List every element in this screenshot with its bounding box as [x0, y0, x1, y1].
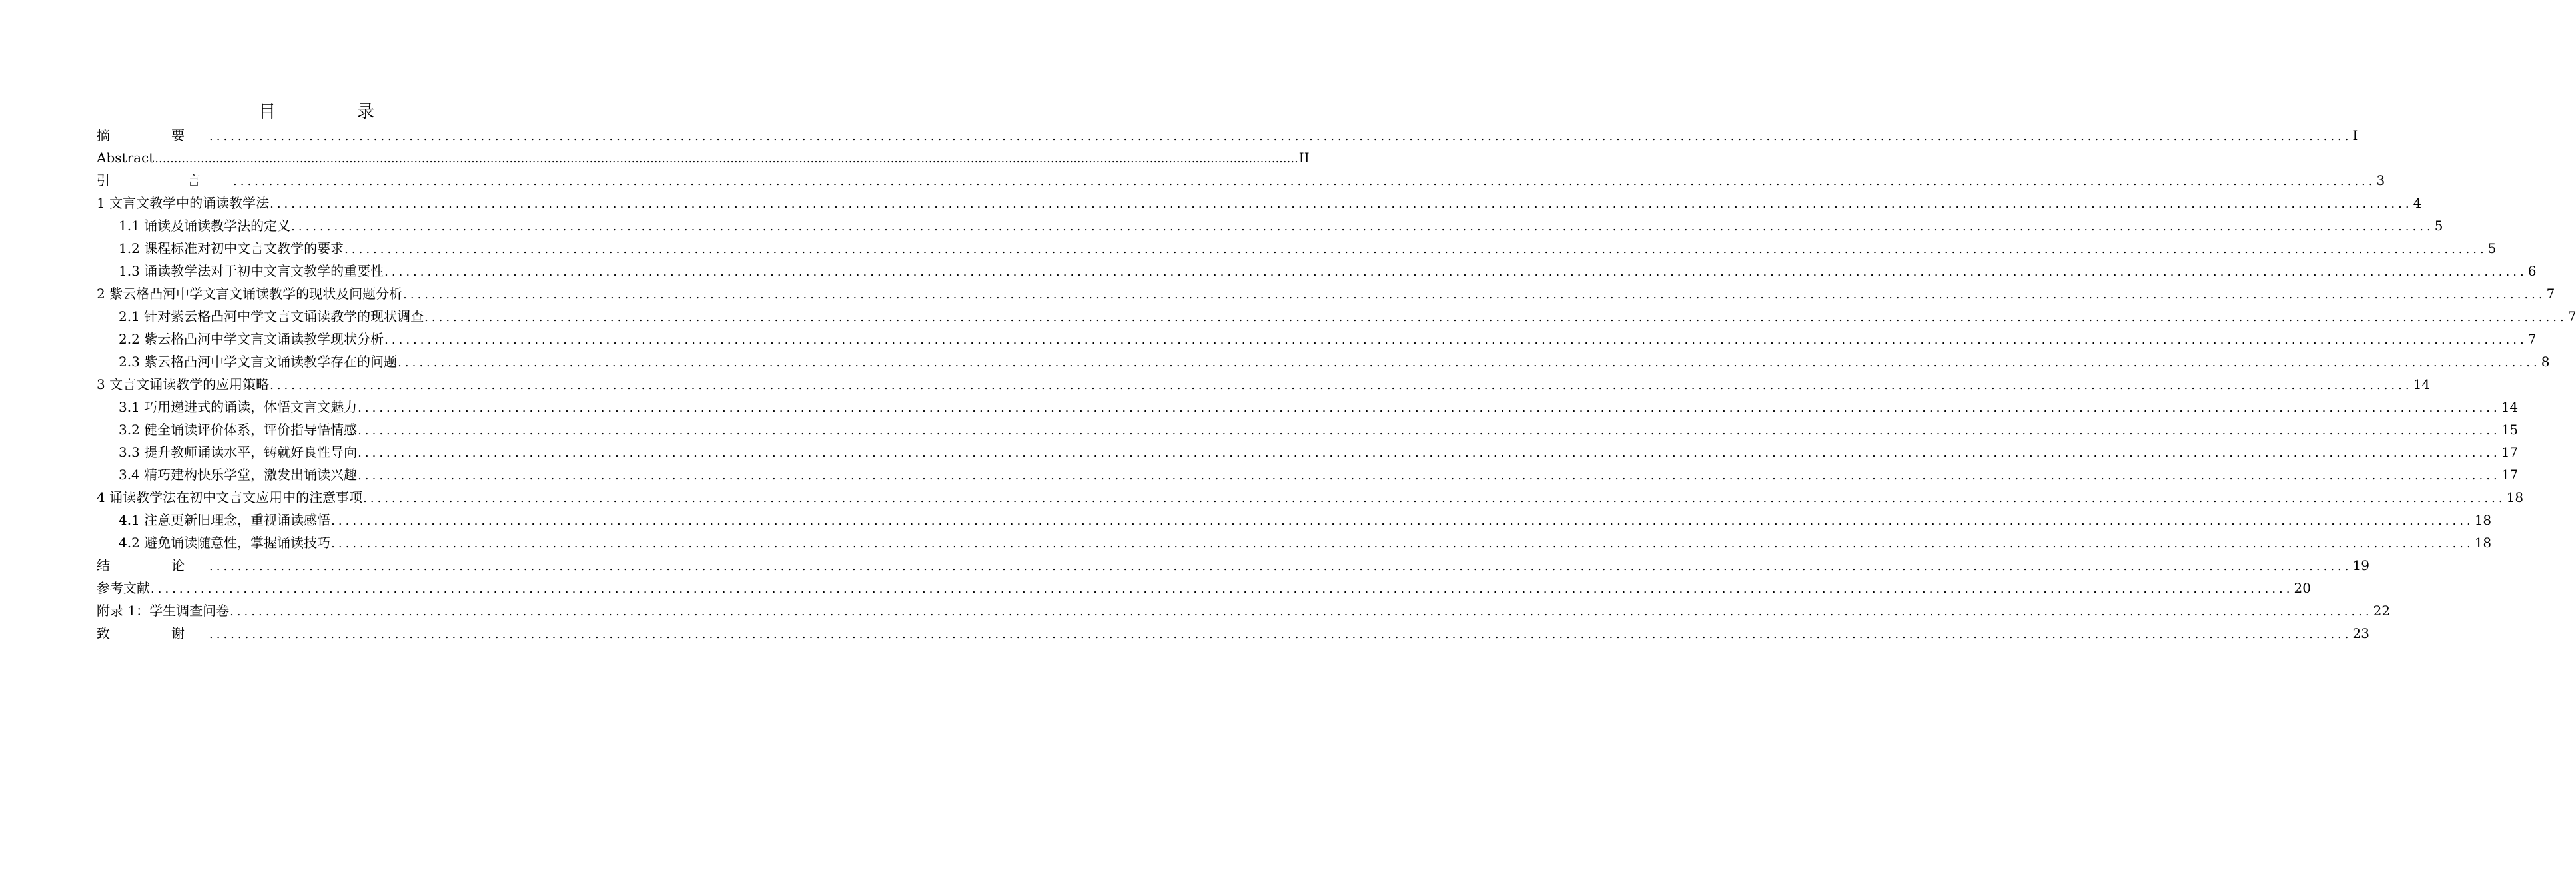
- toc-entry-label: 结 论: [97, 557, 209, 573]
- toc-entry-label: 1.1 诵读及诵读教学法的定义: [119, 218, 291, 234]
- toc-entry[interactable]: [97, 328, 2537, 350]
- toc-entry-page-number: 4: [2413, 195, 2422, 211]
- toc-entry-label: 4 诵读教学法在初中文言文应用中的注意事项: [97, 489, 363, 505]
- toc-entry-page-number: II: [1298, 150, 1310, 166]
- toc-entry[interactable]: [97, 260, 2537, 282]
- dot-leader: ............................................................................................................................................................................................................................................................................................................: [151, 582, 2294, 596]
- toc-entry-page-number: 5: [2434, 218, 2443, 234]
- toc-entry-label: 3.1 巧用递进式的诵读，体悟文言文魅力: [119, 399, 358, 415]
- toc-entry-label: 3.3 提升教师诵读水平，铸就好良性导向: [119, 444, 358, 460]
- toc-entry[interactable]: [97, 169, 2385, 192]
- toc-entry-page-number: 7: [2567, 308, 2576, 324]
- toc-entry-page-number: 5: [2487, 240, 2497, 256]
- toc-entry-label: Abstract: [97, 150, 155, 166]
- toc-entry-label: 附录 1：学生调查问卷: [97, 603, 230, 619]
- toc-entry[interactable]: [97, 237, 2497, 260]
- toc-entry-page-number: 23: [2352, 625, 2369, 641]
- dot-leader: ............................................................................................................................................................................................................................................................................................................: [291, 220, 2434, 234]
- toc-entry[interactable]: [97, 554, 2369, 577]
- table-of-contents: [97, 124, 2576, 645]
- dot-leader: ............................................................................................................................................................................................................................................................................................................: [209, 559, 2352, 573]
- toc-entry[interactable]: [97, 305, 2576, 328]
- dot-leader: ............................................................................................................................................................................................................................................................................................................: [209, 627, 2352, 641]
- dot-leader: ............................................................................................................................................................................................................................................................................................................: [270, 378, 2413, 392]
- toc-entry-label: 1 文言文教学中的诵读教学法: [97, 195, 270, 211]
- toc-entry[interactable]: [97, 282, 2555, 305]
- dot-leader: ............................................................................................................................................................................................................................................................................................................: [155, 152, 1298, 166]
- toc-entry-label: 引 言: [97, 172, 232, 188]
- toc-entry-label: 2.3 紫云格凸河中学文言文诵读教学存在的问题: [119, 354, 398, 370]
- toc-entry-label: 2.1 针对紫云格凸河中学文言文诵读教学的现状调查: [119, 308, 424, 324]
- dot-leader: ............................................................................................................................................................................................................................................................................................................: [358, 424, 2501, 438]
- toc-entry[interactable]: [97, 373, 2431, 396]
- toc-entry-page-number: 6: [2527, 263, 2537, 279]
- toc-entry-page-number: 20: [2294, 580, 2311, 596]
- toc-entry[interactable]: [97, 622, 2369, 645]
- toc-entry-label: 4.1 注意更新旧理念，重视诵读感悟: [119, 512, 331, 528]
- toc-entry-page-number: 22: [2373, 603, 2391, 619]
- toc-entry-label: 致 谢: [97, 625, 209, 641]
- toc-entry[interactable]: [97, 531, 2492, 554]
- toc-entry-label: 2.2 紫云格凸河中学文言文诵读教学现状分析: [119, 331, 384, 347]
- toc-entry-page-number: 14: [2413, 376, 2431, 392]
- toc-entry[interactable]: [97, 577, 2311, 599]
- toc-entry-page-number: 7: [2546, 286, 2555, 302]
- toc-entry[interactable]: [97, 214, 2443, 237]
- toc-entry[interactable]: [97, 418, 2519, 441]
- toc-entry[interactable]: [97, 396, 2519, 418]
- dot-leader: ............................................................................................................................................................................................................................................................................................................: [424, 310, 2567, 324]
- toc-entry-page-number: 18: [2474, 535, 2492, 551]
- dot-leader: ............................................................................................................................................................................................................................................................................................................: [331, 514, 2474, 528]
- toc-entry[interactable]: [97, 192, 2422, 214]
- toc-entry-page-number: 8: [2541, 354, 2550, 370]
- dot-leader: ............................................................................................................................................................................................................................................................................................................: [403, 288, 2546, 302]
- dot-leader: ............................................................................................................................................................................................................................................................................................................: [230, 605, 2373, 619]
- toc-entry-label: 参考文献: [97, 580, 150, 596]
- toc-entry-page-number: 14: [2501, 399, 2519, 415]
- toc-entry[interactable]: [97, 486, 2524, 509]
- toc-entry-label: 2 紫云格凸河中学文言文诵读教学的现状及问题分析: [97, 286, 403, 302]
- dot-leader: ............................................................................................................................................................................................................................................................................................................: [363, 491, 2506, 505]
- dot-leader: ............................................................................................................................................................................................................................................................................................................: [331, 537, 2474, 551]
- page-title: 目 录: [258, 102, 406, 122]
- toc-entry-page-number: 17: [2501, 467, 2519, 483]
- toc-entry-page-number: 15: [2501, 422, 2519, 438]
- dot-leader: ............................................................................................................................................................................................................................................................................................................: [344, 242, 2487, 256]
- dot-leader: ............................................................................................................................................................................................................................................................................................................: [398, 356, 2541, 370]
- toc-entry-page-number: 18: [2506, 489, 2524, 505]
- toc-entry-page-number: 19: [2352, 557, 2369, 573]
- toc-entry[interactable]: [97, 441, 2519, 463]
- toc-entry-label: 4.2 避免诵读随意性，掌握诵读技巧: [119, 535, 331, 551]
- dot-leader: ............................................................................................................................................................................................................................................................................................................: [358, 469, 2501, 483]
- toc-entry-label: 3.2 健全诵读评价体系，评价指导悟情感: [119, 422, 358, 438]
- toc-entry[interactable]: [97, 350, 2550, 373]
- dot-leader: ............................................................................................................................................................................................................................................................................................................: [358, 446, 2501, 460]
- dot-leader: ............................................................................................................................................................................................................................................................................................................: [270, 197, 2413, 211]
- toc-entry-page-number: 17: [2501, 444, 2519, 460]
- toc-entry-label: 1.2 课程标准对初中文言文教学的要求: [119, 240, 344, 256]
- toc-entry[interactable]: [97, 509, 2492, 531]
- dot-leader: ............................................................................................................................................................................................................................................................................................................: [233, 174, 2376, 188]
- toc-entry-page-number: 7: [2527, 331, 2537, 347]
- toc-entry[interactable]: [97, 147, 1310, 169]
- toc-entry[interactable]: [97, 599, 2391, 622]
- toc-entry[interactable]: [97, 463, 2519, 486]
- toc-entry-label: 3 文言文诵读教学的应用策略: [97, 376, 270, 392]
- toc-entry-page-number: 3: [2376, 172, 2385, 188]
- toc-entry-label: 1.3 诵读教学法对于初中文言文教学的重要性: [119, 263, 384, 279]
- toc-entry-label: 摘 要: [97, 127, 209, 143]
- dot-leader: ............................................................................................................................................................................................................................................................................................................: [384, 333, 2527, 347]
- dot-leader: ............................................................................................................................................................................................................................................................................................................: [209, 129, 2352, 143]
- toc-entry-page-number: 18: [2474, 512, 2492, 528]
- dot-leader: ............................................................................................................................................................................................................................................................................................................: [384, 265, 2527, 279]
- toc-entry[interactable]: [97, 124, 2358, 147]
- toc-entry-label: 3.4 精巧建构快乐学堂，激发出诵读兴趣: [119, 467, 358, 483]
- toc-entry-page-number: I: [2352, 127, 2358, 143]
- dot-leader: ............................................................................................................................................................................................................................................................................................................: [358, 401, 2501, 415]
